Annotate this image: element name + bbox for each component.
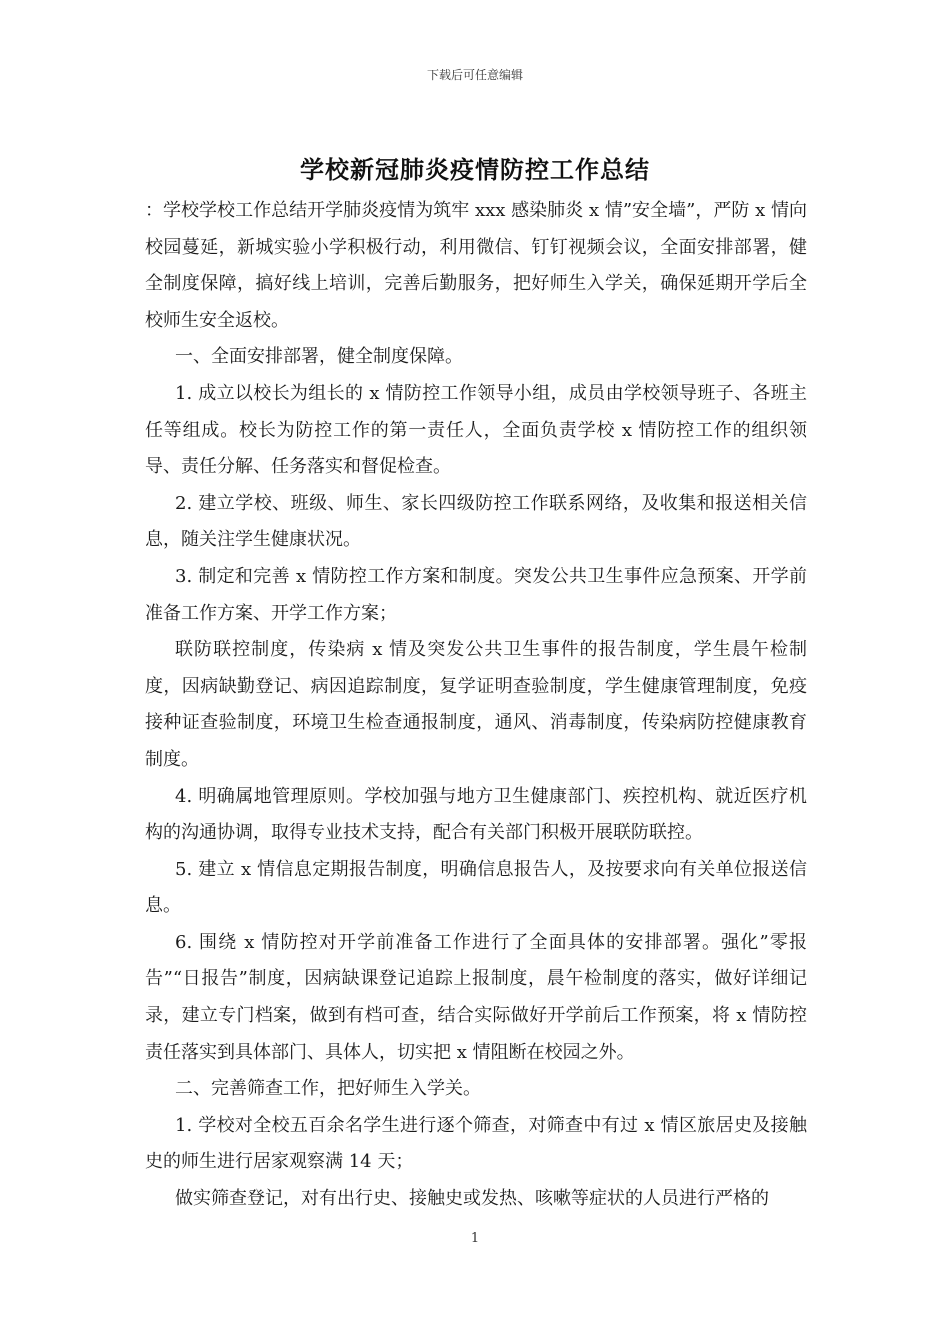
paragraph-item-2-1: 1. 学校对全校五百余名学生进行逐个筛查，对筛查中有过 x 情区旅居史及接触史的师生进行居家观察满 14 天； [145,1114,807,1173]
paragraph-item-1-2: 2. 建立学校、班级、师生、家长四级防控工作联系网络，及收集和报送相关信息，随关注学生健康状况。 [145,492,807,551]
header-note: 下载后可任意编辑 [426,68,523,82]
paragraph-item-1-3: 3. 制定和完善 x 情防控工作方案和制度。突发公共卫生事件应急预案、开学前准备工作方案、开学工作方案； [145,565,807,624]
paragraph-item-2-1-cont: 做实筛查登记，对有出行史、接触史或发热、咳嗽等症状的人员进行严格的 [175,1188,769,1210]
paragraph-item-1-1: 1. 成立以校长为组长的 x 情防控工作领导小组，成员由学校领导班子、各班主任等组成。校长为防控工作的第一责任人，全面负责学校 x 情防控工作的组织领导、责任分解、任务落实和督促检查。 [145,382,807,478]
paragraph-item-1-3-cont: 联防联控制度，传染病 x 情及突发公共卫生事件的报告制度，学生晨午检制度，因病缺勤登记、病因追踪制度，复学证明查验制度，学生健康管理制度，免疫接种证查验制度，环境卫生检查通报制度，通风、消毒制度，传染病防控健康教育制度。 [145,639,807,770]
section-heading-1: 一、全面安排部署，健全制度保障。 [175,346,463,368]
paragraph-item-1-4: 4. 明确属地管理原则。学校加强与地方卫生健康部门、疾控机构、就近医疗机构的沟通协调，取得专业技术支持，配合有关部门积极开展联防联控。 [145,785,807,844]
paragraph-item-1-5: 5. 建立 x 情信息定期报告制度，明确信息报告人，及按要求向有关单位报送信息。 [145,858,807,917]
document-title: 学校新冠肺炎疫情防控工作总结 [300,155,650,184]
section-heading-2: 二、完善筛查工作，把好师生入学关。 [175,1078,481,1100]
page-number: 1 [470,1231,480,1246]
paragraph-item-1-6: 6. 围绕 x 情防控对开学前准备工作进行了全面具体的安排部署。强化”零报告”“日报告”制度，因病缺课登记追踪上报制度，晨午检制度的落实，做好详细记录，建立专门档案，做到有档可查，结合实际做好开学前后工作预案，将 x 情防控责任落实到具体部门、具体人，切实把 x 情阻断在校园之外。 [145,931,807,1063]
document-body [145,193,807,1218]
paragraph-intro: ：学校学校工作总结开学肺炎疫情为筑牢 xxx 感染肺炎 x 情”安全墙”，严防 x 情向校园蔓延，新城实验小学积极行动，利用微信、钉钉视频会议，全面安排部署，健全制度保障，搞好线上培训，完善后勤服务，把好师生入学关，确保延期开学后全校师生安全返校。 [145,200,807,331]
